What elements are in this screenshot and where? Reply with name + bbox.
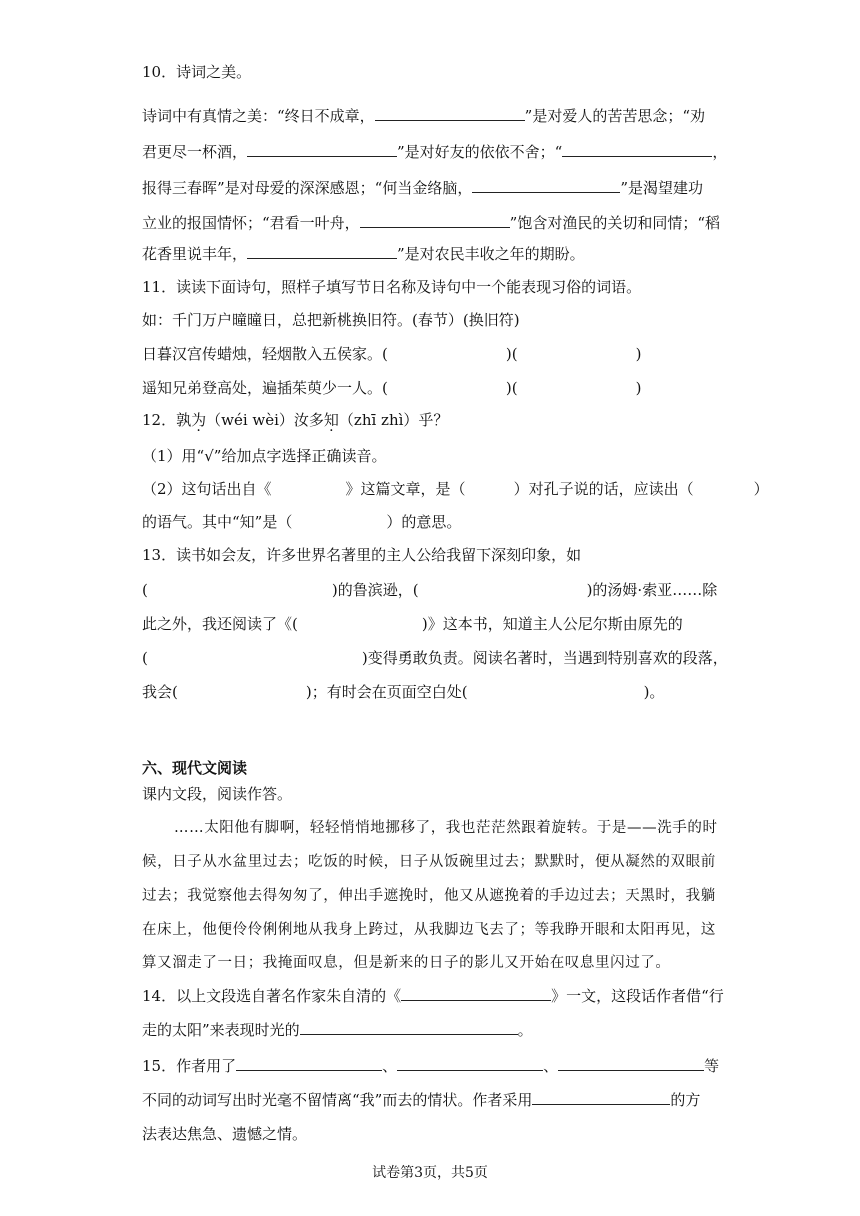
answer-blank[interactable] [532, 1090, 670, 1105]
q10-line-2: 君更尽一杯酒， ”是对好友的依依不舍；“ ， [142, 143, 728, 161]
answer-blank[interactable] [401, 986, 551, 1001]
q13-line-2: ( )的鲁滨逊，( )的汤姆·索亚……除 [142, 581, 718, 599]
dotted-char-wei: 为 [191, 411, 207, 429]
answer-blank[interactable] [360, 213, 510, 228]
q11-title: 11．读读下面诗句，照样子填写节日名称及诗句中一个能表现习俗的词语。 [142, 278, 642, 296]
answer-blank[interactable] [247, 244, 397, 259]
q10-title: 10．诗词之美。 [142, 63, 252, 81]
q11-example: 如：千门万户曈曈日，总把新桃换旧符。(春节）(换旧符) [142, 311, 520, 329]
passage-line: 过去；我觉察他去得匆匆了，伸出手遮挽时，他又从遮挽着的手边过去；天黑时，我躺 [142, 888, 716, 904]
answer-blank[interactable] [472, 178, 620, 193]
q15-line-1: 15．作者用了 、 、 等 [142, 1057, 720, 1075]
answer-blank[interactable] [562, 142, 712, 157]
q13-line-1: 13．读书如会友，许多世界名著里的主人公给我留下深刻印象，如 [142, 546, 582, 564]
q12-sub-1: （1）用“√”给加点字选择正确读音。 [142, 447, 387, 465]
q13-line-3: 此之外，我还阅读了《( )》这本书，知道主人公尼尔斯由原先的 [142, 615, 683, 633]
dotted-char-zhi: 知 [323, 411, 339, 429]
q10-line-3: 报得三春晖”是对母爱的深深感恩；“何当金络脑， ”是渴望建功 [142, 179, 704, 197]
q13-line-4: ( )变得勇敢负责。阅读名著时，当遇到特别喜欢的段落， [142, 649, 728, 667]
q11-poem-1: 日暮汉宫传蜡烛，轻烟散入五侯家。( )( ) [142, 345, 642, 363]
answer-blank[interactable] [397, 1056, 543, 1071]
q14-line-2: 走的太阳”来表现时光的 。 [142, 1021, 533, 1039]
answer-blank[interactable] [247, 142, 397, 157]
q15-line-2: 不同的动词写出时光毫不留情离“我”而去的情状。作者采用 的方 [142, 1091, 701, 1109]
passage-line: ……太阳他有脚啊，轻轻悄悄地挪移了，我也茫茫然跟着旋转。于是——洗手的时 [174, 820, 718, 836]
q13-line-5: 我会( )；有时会在页面空白处( )。 [142, 683, 665, 701]
section-6-title: 六、现代文阅读 [142, 759, 248, 777]
section-6-intro: 课内文段，阅读作答。 [142, 785, 293, 803]
q14-line-1: 14．以上文段选自著名作家朱自清的《 》一文，这段话作者借“行 [142, 987, 724, 1005]
q15-line-3: 法表达焦急、遗憾之情。 [142, 1125, 308, 1143]
q12-sub-2: （2）这句话出自《 》这篇文章，是（ ）对孔子说的话，应读出（ ） [142, 480, 769, 498]
q12-sub-3: 的语气。其中“知”是（ ）的意思。 [142, 513, 462, 531]
answer-blank[interactable] [558, 1056, 704, 1071]
q10-line-1: 诗词中有真情之美：“终日不成章， ”是对爱人的苦苦思念；“劝 [142, 107, 706, 125]
q11-poem-2: 遥知兄弟登高处，遍插茱萸少一人。( )( ) [142, 379, 642, 397]
answer-blank[interactable] [375, 106, 525, 121]
q12-title: 12．孰为（wéi wèi）汝多知（zhī zhì）乎？ [142, 411, 449, 429]
passage-line: 算又溜走了一日；我掩面叹息，但是新来的日子的影儿又开始在叹息里闪过了。 [142, 955, 671, 971]
passage-line: 候，日子从水盆里过去；吃饭的时候，日子从饭碗里过去；默默时，便从凝然的双眼前 [142, 854, 716, 870]
answer-blank[interactable] [300, 1020, 518, 1035]
answer-blank[interactable] [236, 1056, 382, 1071]
page-footer: 试卷第3页，共5页 [372, 1165, 488, 1181]
q10-line-5: 花香里说丰年， ”是对农民丰收之年的期盼。 [142, 245, 585, 263]
passage-line: 在床上，他便伶伶俐俐地从我身上跨过，从我脚边飞去了；等我睁开眼和太阳再见，这 [142, 922, 716, 938]
q10-line-4: 立业的报国情怀；“君看一叶舟， ”饱含对渔民的关切和同情；“稻 [142, 214, 721, 232]
